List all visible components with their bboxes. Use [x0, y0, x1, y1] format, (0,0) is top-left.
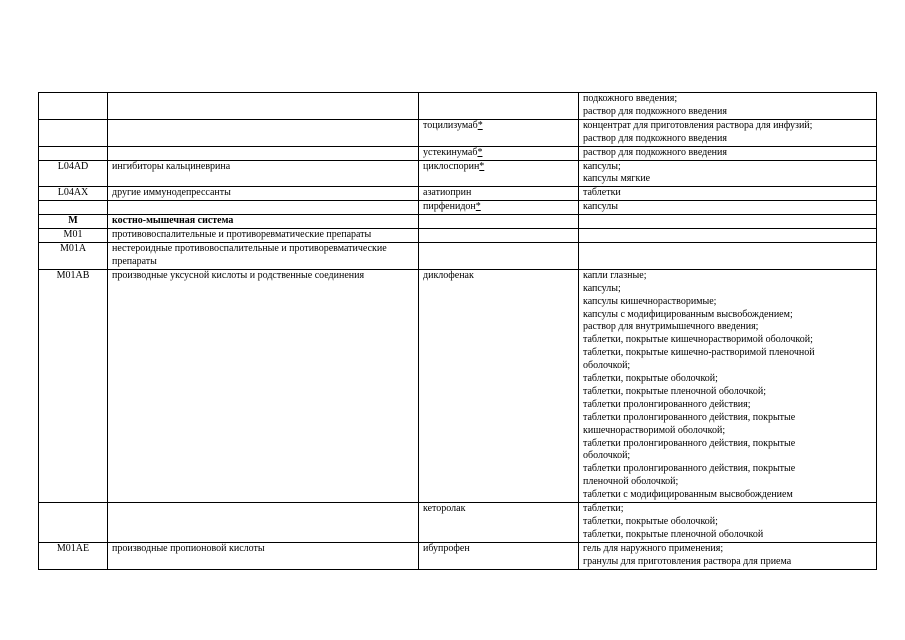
dosage-form: раствор для внутримышечного введения;: [583, 321, 759, 333]
atc-code: M01: [63, 229, 83, 241]
dosage-forms-cell: [579, 187, 877, 201]
drug-table: [38, 92, 877, 570]
footnote-link[interactable]: *: [477, 146, 483, 158]
footnote-link[interactable]: *: [475, 201, 481, 213]
dosage-form: таблетки пролонгированного действия, покрытые: [583, 463, 796, 475]
dosage-forms-cell: [579, 93, 877, 120]
atc-code-cell: [39, 269, 108, 502]
dosage-forms-cell: [579, 503, 877, 543]
drug-name: кеторолак: [423, 503, 466, 515]
atc-code: L04AX: [57, 187, 89, 199]
drug-cell: [419, 503, 579, 543]
dosage-form: капсулы;: [583, 282, 621, 294]
dosage-form: таблетки;: [583, 503, 624, 515]
table-row: [39, 215, 877, 229]
group-name: другие иммунодепрессанты: [112, 187, 231, 199]
dosage-forms-cell: [579, 201, 877, 215]
group-cell: [108, 229, 419, 243]
drug-cell: [419, 201, 579, 215]
dosage-form: концентрат для приготовления раствора для инфузий;: [583, 119, 813, 131]
dosage-form: таблетки, покрытые пленочной оболочкой: [583, 528, 764, 540]
drug-cell: [419, 160, 579, 187]
table-row: [39, 542, 877, 569]
atc-code-cell: [39, 119, 108, 146]
dosage-form: таблетки с модифицированным высвобождением: [583, 489, 793, 501]
dosage-form: пленочной оболочкой;: [583, 476, 679, 488]
dosage-form: раствор для подкожного введения: [583, 132, 727, 144]
drug-name: ибупрофен: [423, 542, 470, 554]
group-cell: [108, 119, 419, 146]
group-cell: [108, 242, 419, 269]
atc-code-cell: [39, 146, 108, 160]
atc-code: L04AD: [57, 160, 89, 172]
atc-code-cell: [39, 503, 108, 543]
drug-name: азатиоприн: [423, 187, 472, 199]
drug-cell: [419, 146, 579, 160]
table-row: [39, 242, 877, 269]
table-row: [39, 229, 877, 243]
group-cell: [108, 215, 419, 229]
atc-code-cell: [39, 201, 108, 215]
footnote-link[interactable]: *: [479, 160, 485, 172]
dosage-forms-cell: [579, 160, 877, 187]
atc-code-cell: [39, 542, 108, 569]
group-name: противовоспалительные и противоревматические препараты: [112, 229, 372, 241]
atc-code-cell: [39, 160, 108, 187]
dosage-form: подкожного введения;: [583, 93, 678, 104]
drug-cell: [419, 187, 579, 201]
group-cell: [108, 160, 419, 187]
dosage-forms-cell: [579, 542, 877, 569]
dosage-form: таблетки, покрытые пленочной оболочкой;: [583, 385, 767, 397]
table-row: [39, 146, 877, 160]
dosage-form: кишечнорастворимой оболочкой;: [583, 424, 726, 436]
table-row: [39, 187, 877, 201]
table-row: [39, 269, 877, 502]
drug-table-body: [39, 93, 877, 570]
footnote-link[interactable]: *: [477, 119, 483, 131]
dosage-forms-cell: [579, 269, 877, 502]
dosage-form: капсулы с модифицированным высвобождением;: [583, 308, 793, 320]
atc-code-cell: [39, 229, 108, 243]
group-cell: [108, 93, 419, 120]
dosage-form: таблетки, покрытые кишечно-растворимой пленочной: [583, 347, 815, 359]
dosage-form: таблетки пролонгированного действия;: [583, 398, 751, 410]
dosage-form: таблетки пролонгированного действия, покрытые: [583, 437, 796, 449]
drug-cell: [419, 229, 579, 243]
group-name: производные пропионовой кислоты: [112, 542, 265, 554]
group-name: производные уксусной кислоты и родственные соединения: [112, 269, 365, 281]
dosage-forms-cell: [579, 146, 877, 160]
atc-code: M01A: [59, 242, 87, 254]
group-name: ингибиторы кальциневрина: [112, 160, 231, 172]
atc-code-cell: [39, 187, 108, 201]
group-cell: [108, 187, 419, 201]
dosage-form: таблетки, покрытые оболочкой;: [583, 373, 718, 385]
table-row: [39, 93, 877, 120]
drug-cell: [419, 215, 579, 229]
group-cell: [108, 201, 419, 215]
dosage-form: раствор для подкожного введения: [583, 105, 727, 117]
group-name: нестероидные противовоспалительные и противоревматические препараты: [112, 242, 387, 267]
dosage-form: таблетки, покрытые оболочкой;: [583, 516, 718, 527]
drug-cell: [419, 93, 579, 120]
atc-code: M01AB: [56, 269, 90, 281]
dosage-forms-cell: [579, 242, 877, 269]
drug-cell: [419, 119, 579, 146]
dosage-form: оболочкой;: [583, 450, 631, 462]
atc-code: M01AE: [56, 542, 90, 554]
drug-cell: [419, 542, 579, 569]
group-cell: [108, 269, 419, 502]
drug-name: устекинумаб: [423, 146, 478, 158]
dosage-form: оболочкой;: [583, 360, 631, 372]
dosage-form: капли глазные;: [583, 269, 647, 281]
dosage-forms-cell: [579, 119, 877, 146]
drug-cell: [419, 242, 579, 269]
dosage-form: раствор для подкожного введения: [583, 146, 727, 158]
atc-code: M: [68, 215, 78, 227]
drug-name: диклофенак: [423, 269, 474, 281]
table-row: [39, 160, 877, 187]
group-cell: [108, 503, 419, 543]
drug-cell: [419, 269, 579, 502]
drug-name: тоцилизумаб: [423, 119, 478, 131]
dosage-form: таблетки, покрытые кишечнорастворимой оболочкой;: [583, 334, 813, 346]
table-row: [39, 201, 877, 215]
atc-code-cell: [39, 242, 108, 269]
atc-code-cell: [39, 93, 108, 120]
dosage-forms-cell: [579, 229, 877, 243]
dosage-form: гель для наружного применения;: [583, 542, 724, 554]
dosage-form: таблетки: [583, 187, 621, 199]
group-name: костно-мышечная система: [112, 215, 234, 227]
dosage-form: гранулы для приготовления раствора для приема: [583, 555, 792, 567]
dosage-form: таблетки пролонгированного действия, покрытые: [583, 411, 796, 423]
group-cell: [108, 542, 419, 569]
dosage-form: капсулы: [583, 201, 618, 213]
group-cell: [108, 146, 419, 160]
dosage-form: капсулы мягкие: [583, 173, 651, 185]
drug-name: циклоспорин: [423, 160, 480, 172]
dosage-form: капсулы;: [583, 160, 621, 172]
dosage-form: капсулы кишечнорастворимые;: [583, 295, 717, 307]
atc-code-cell: [39, 215, 108, 229]
table-row: [39, 119, 877, 146]
drug-name: пирфенидон: [423, 201, 476, 213]
table-row: [39, 503, 877, 543]
dosage-forms-cell: [579, 215, 877, 229]
